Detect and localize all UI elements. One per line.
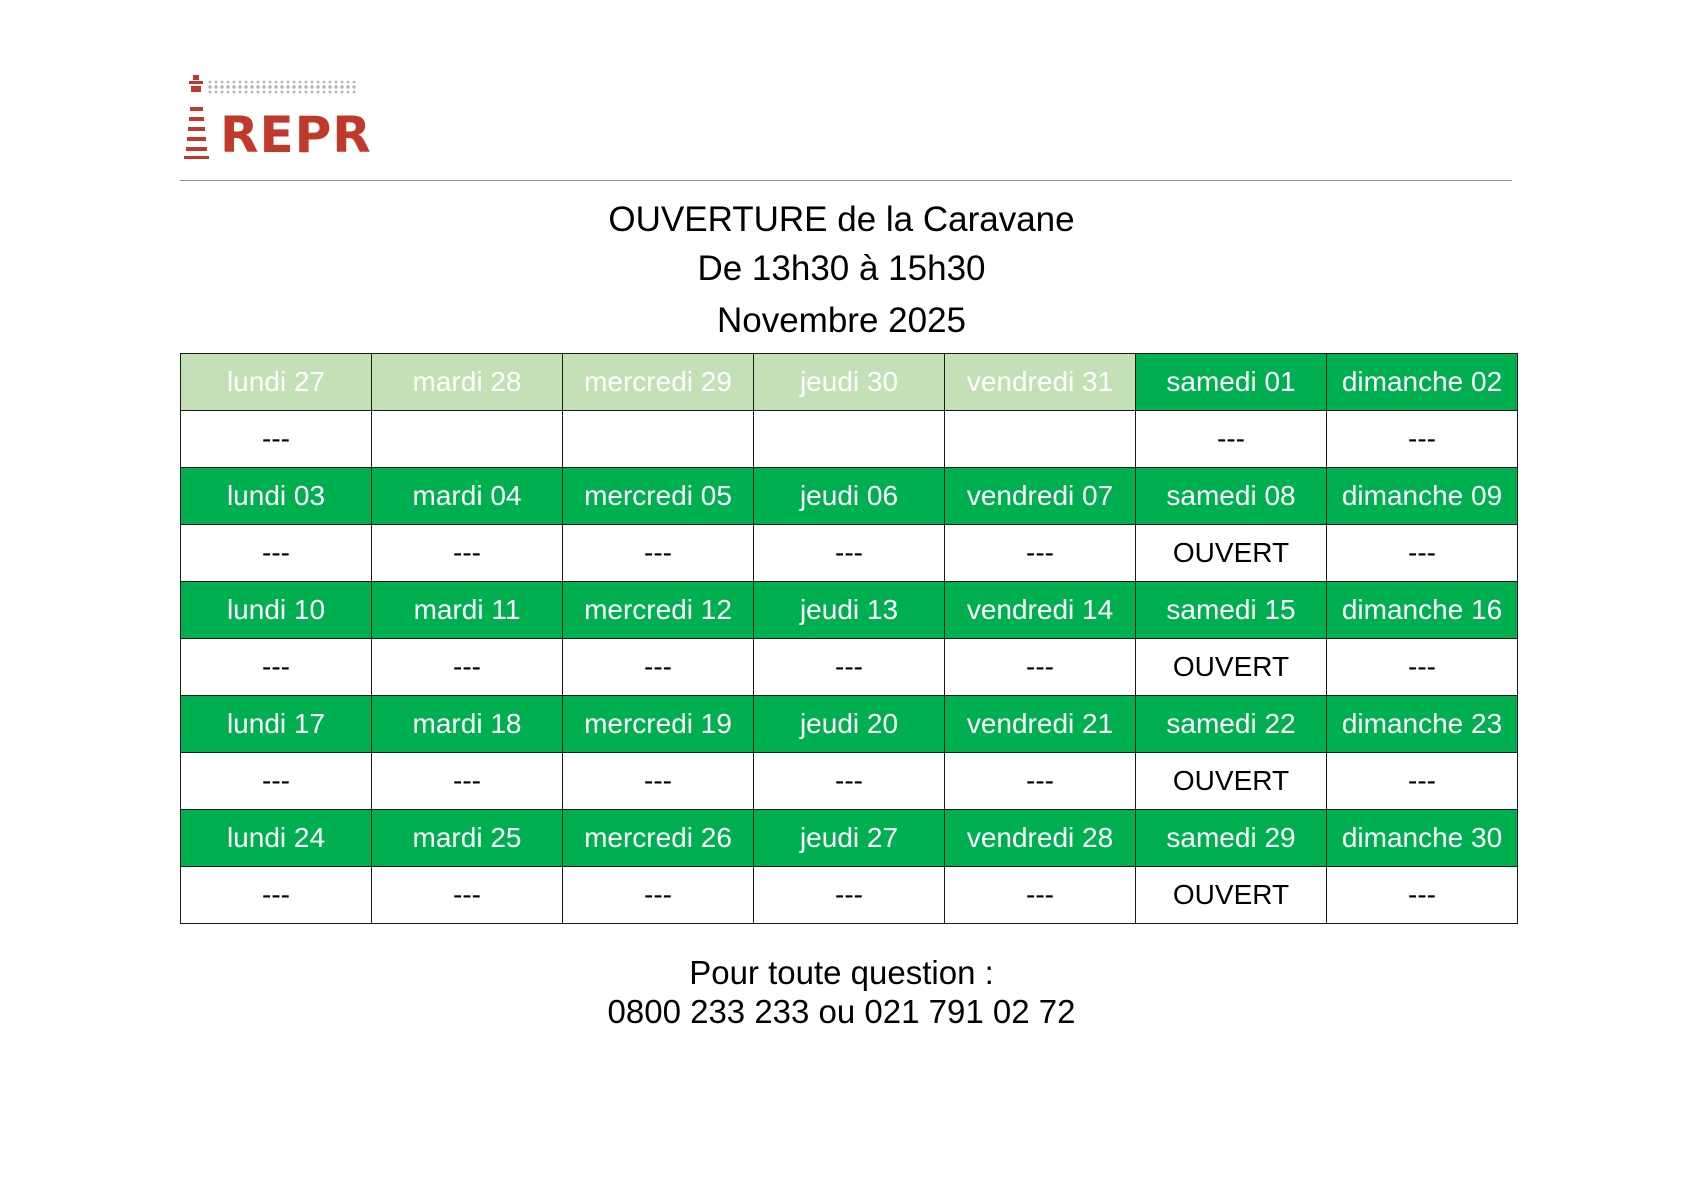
day-status: --- [372,753,563,810]
day-header: jeudi 27 [754,810,945,867]
day-status: --- [563,639,754,696]
day-status: --- [181,525,372,582]
day-status: --- [945,753,1136,810]
day-header: jeudi 20 [754,696,945,753]
day-header: dimanche 23 [1327,696,1518,753]
day-status: --- [372,525,563,582]
contact-phone-numbers: 0800 233 233 ou 021 791 02 72 [607,993,1076,1030]
day-status: OUVERT [1136,639,1327,696]
day-status: OUVERT [1136,525,1327,582]
week-2-status-row [181,525,1518,582]
day-header: dimanche 02 [1327,354,1518,411]
day-header: mardi 28 [372,354,563,411]
day-status: --- [372,639,563,696]
day-header: vendredi 28 [945,810,1136,867]
day-status: --- [754,753,945,810]
day-status [563,411,754,468]
page-title: OUVERTURE de la Caravane [608,200,1075,239]
week-5-days-row [181,810,1518,867]
day-header: lundi 24 [181,810,372,867]
day-status: --- [181,639,372,696]
day-status: --- [181,753,372,810]
week-1-status-row [181,411,1518,468]
day-status: --- [563,753,754,810]
day-header: lundi 10 [181,582,372,639]
month-title: Novembre 2025 [716,301,967,340]
day-header: samedi 22 [1136,696,1327,753]
day-header: mardi 04 [372,468,563,525]
day-header: vendredi 07 [945,468,1136,525]
day-header: lundi 17 [181,696,372,753]
week-1-days-row [181,354,1518,411]
day-status: --- [1327,525,1518,582]
day-status: OUVERT [1136,753,1327,810]
week-5-status-row [181,867,1518,924]
day-header: mercredi 29 [563,354,754,411]
day-header: lundi 03 [181,468,372,525]
day-header: samedi 29 [1136,810,1327,867]
logo-text: REPR [220,106,372,164]
day-header: samedi 15 [1136,582,1327,639]
day-status: --- [181,867,372,924]
day-header: vendredi 31 [945,354,1136,411]
day-header: mardi 25 [372,810,563,867]
day-status: --- [945,867,1136,924]
day-status: --- [181,411,372,468]
contact-prompt: Pour toute question : [689,954,994,991]
week-3-status-row [181,639,1518,696]
week-2-days-row [181,468,1518,525]
week-4-status-row [181,753,1518,810]
day-status: --- [945,525,1136,582]
day-status: --- [563,867,754,924]
day-status: --- [1136,411,1327,468]
day-header: vendredi 21 [945,696,1136,753]
day-status: --- [1327,753,1518,810]
day-status: --- [754,639,945,696]
calendar-table [180,353,1518,924]
day-status [945,411,1136,468]
day-header: dimanche 30 [1327,810,1518,867]
day-header: mercredi 05 [563,468,754,525]
day-status: --- [1327,639,1518,696]
day-header: dimanche 09 [1327,468,1518,525]
day-status: OUVERT [1136,867,1327,924]
day-header: jeudi 13 [754,582,945,639]
opening-hours: De 13h30 à 15h30 [697,249,986,288]
day-status: --- [1327,411,1518,468]
day-header: dimanche 16 [1327,582,1518,639]
day-status [754,411,945,468]
day-status: --- [754,867,945,924]
day-header: mardi 18 [372,696,563,753]
day-header: mercredi 19 [563,696,754,753]
day-status: --- [563,525,754,582]
week-4-days-row [181,696,1518,753]
day-status [372,411,563,468]
day-header: jeudi 30 [754,354,945,411]
repr-logo [184,74,374,164]
week-3-days-row [181,582,1518,639]
day-header: vendredi 14 [945,582,1136,639]
day-header: mercredi 26 [563,810,754,867]
day-header: mercredi 12 [563,582,754,639]
header-divider [180,180,1512,181]
day-header: samedi 08 [1136,468,1327,525]
day-header: samedi 01 [1136,354,1327,411]
day-header: mardi 11 [372,582,563,639]
day-status: --- [945,639,1136,696]
day-status: --- [754,525,945,582]
day-header: lundi 27 [181,354,372,411]
day-header: jeudi 06 [754,468,945,525]
day-status: --- [1327,867,1518,924]
day-status: --- [372,867,563,924]
